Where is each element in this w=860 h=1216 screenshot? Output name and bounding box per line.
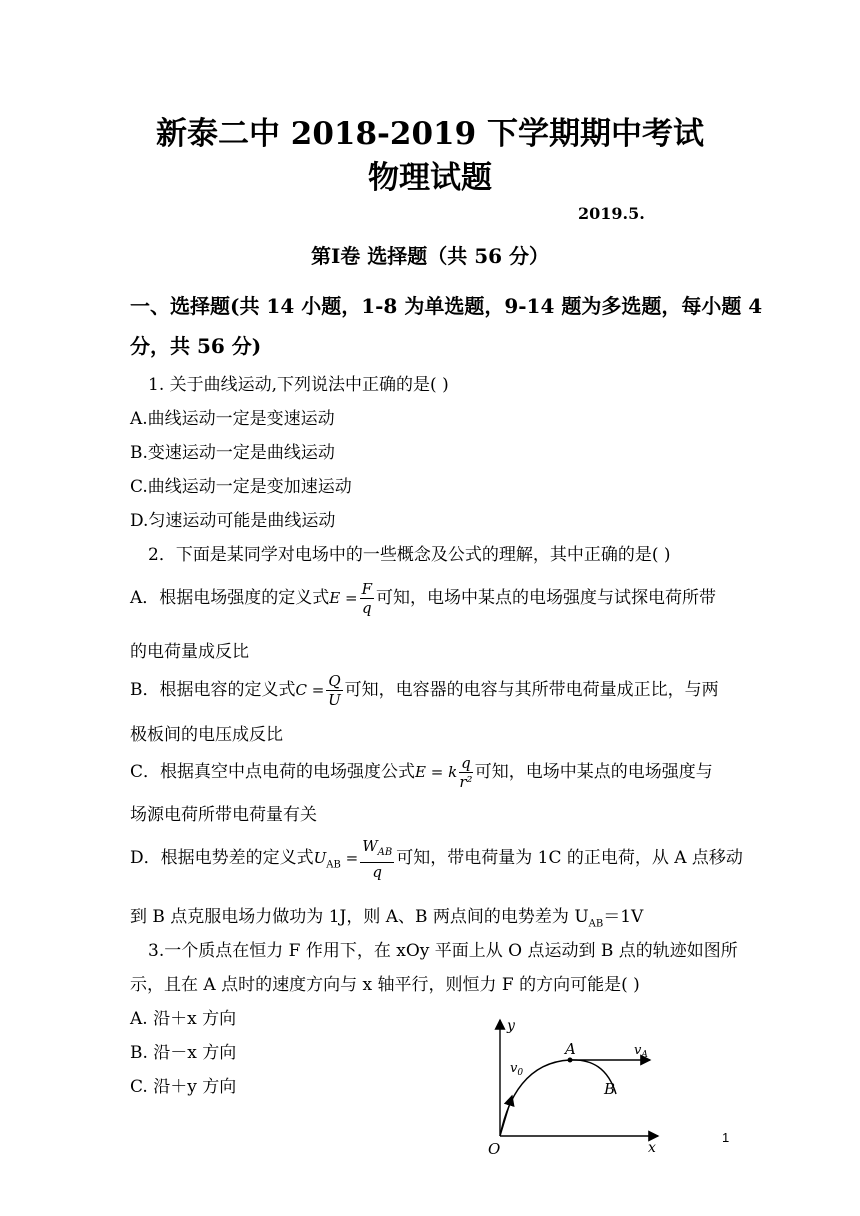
section-instructions-line-1: 一、选择题(共 14 小题，1-8 为单选题，9-14 题为多选题，每小题 4: [130, 294, 763, 318]
title-line-1: 新泰二中 2018-2019 下学期期中考试: [155, 116, 704, 152]
q2-option-d-formula-eq: =: [340, 849, 359, 867]
q2-option-b-formula-lhs: C =: [295, 681, 325, 699]
q2-option-d-line-2-end: ＝1V: [603, 907, 644, 927]
page-number: 1: [722, 1130, 730, 1145]
q3-stem-line-2: 示，且在 A 点时的速度方向与 x 轴平行，则恒力 F 的方向可能是( ): [130, 975, 640, 995]
q2-option-d: [130, 836, 743, 887]
q2-option-a-prefix: A．根据电场强度的定义式: [130, 588, 330, 608]
q2-option-b: [130, 668, 719, 712]
q2-option-b-suffix: 可知，电容器的电容与其所带电荷量成正比，与两: [344, 680, 719, 700]
trajectory-figure: [480, 1012, 680, 1156]
q1-option-c: C.曲线运动一定是变加速运动: [130, 477, 352, 497]
fraction-denominator: q: [361, 599, 372, 617]
q2-option-a-suffix: 可知，电场中某点的电场强度与试探电荷所带: [376, 588, 716, 608]
q2-option-c-fraction: [459, 754, 473, 791]
label-y: y: [507, 1018, 515, 1034]
q2-option-c-line-2: 场源电荷所带电荷量有关: [130, 805, 317, 825]
fraction-denominator: U: [328, 691, 341, 709]
label-v0-sub: 0: [517, 1068, 524, 1078]
q2-option-d-line-2: [130, 902, 643, 929]
point-a: [568, 1058, 573, 1063]
label-x: x: [648, 1140, 656, 1156]
q1-option-d: D.匀速运动可能是曲线运动: [130, 511, 336, 531]
label-o: O: [488, 1140, 501, 1156]
part-heading: 第Ⅰ卷 选择题（共 56 分）: [310, 244, 550, 268]
q1-stem: 1. 关于曲线运动,下列说法中正确的是( ): [148, 375, 449, 395]
q2-option-d-suffix: 可知，带电荷量为 1C 的正电荷，从 A 点移动: [396, 848, 743, 868]
q2-option-b-prefix: B．根据电容的定义式: [130, 680, 296, 700]
label-va-v: v: [634, 1043, 642, 1058]
q2-option-c: [130, 750, 713, 794]
title-line-2: 物理试题: [368, 160, 492, 196]
label-v0-v: v: [510, 1061, 518, 1076]
q1-option-b: B.变速运动一定是曲线运动: [130, 443, 335, 463]
q2-option-d-line-2-text: 到 B 点克服电场力做功为 1J，则 A、B 两点间的电势差为 U: [130, 907, 589, 927]
q2-option-a-line-2: 的电荷量成反比: [130, 642, 249, 662]
q2-option-c-suffix: 可知，电场中某点的电场强度与: [474, 762, 713, 782]
fraction-numerator: F: [361, 580, 372, 598]
v0-arrow: [500, 1096, 512, 1136]
q2-option-d-line-2-sub: AB: [588, 918, 604, 930]
exam-date: 2019.5.: [578, 204, 645, 223]
q2-option-b-line-2: 极板间的电压成反比: [130, 725, 283, 745]
q2-option-c-prefix: C．根据真空中点电荷的电场强度公式: [130, 762, 416, 782]
numerator-sub: AB: [377, 846, 393, 858]
fraction-denominator: q: [372, 862, 383, 881]
label-v0: [510, 1061, 523, 1078]
q2-option-a: [130, 576, 716, 620]
q2-option-d-prefix: D．根据电势差的定义式: [130, 848, 314, 868]
q2-stem: 2．下面是某同学对电场中的一些概念及公式的理解，其中正确的是( ): [148, 545, 671, 565]
q2-option-d-formula-sub: AB: [326, 859, 341, 871]
fraction-numerator: Q: [328, 672, 341, 690]
section-instructions-line-2: 分，共 56 分): [130, 334, 262, 358]
fraction-numerator: [360, 837, 394, 863]
q1-option-a: A.曲线运动一定是变速运动: [130, 409, 335, 429]
fraction-denominator: r²: [459, 773, 473, 791]
q3-stem-line-1: 3.一个质点在恒力 F 作用下，在 xOy 平面上从 O 点运动到 B 点的轨迹如图所: [148, 941, 738, 961]
q2-option-d-fraction: [360, 837, 394, 881]
q2-option-b-fraction: [326, 672, 342, 709]
q2-option-a-formula-lhs: E =: [329, 589, 358, 607]
q3-option-c: C. 沿＋y 方向: [130, 1077, 237, 1097]
label-va-sub: A: [641, 1050, 648, 1060]
q2-option-c-formula-lhs: E = k: [415, 763, 458, 781]
q3-option-b: B. 沿－x 方向: [130, 1043, 237, 1063]
q2-option-d-formula-lhs: U: [313, 849, 327, 867]
fraction-numerator: q: [461, 754, 471, 772]
label-b: B: [604, 1080, 616, 1098]
q3-option-a: A. 沿＋x 方向: [130, 1009, 237, 1029]
q2-option-a-fraction: [360, 580, 374, 617]
label-a: A: [565, 1040, 576, 1058]
label-va: [634, 1043, 648, 1060]
numerator-w: W: [362, 836, 378, 855]
